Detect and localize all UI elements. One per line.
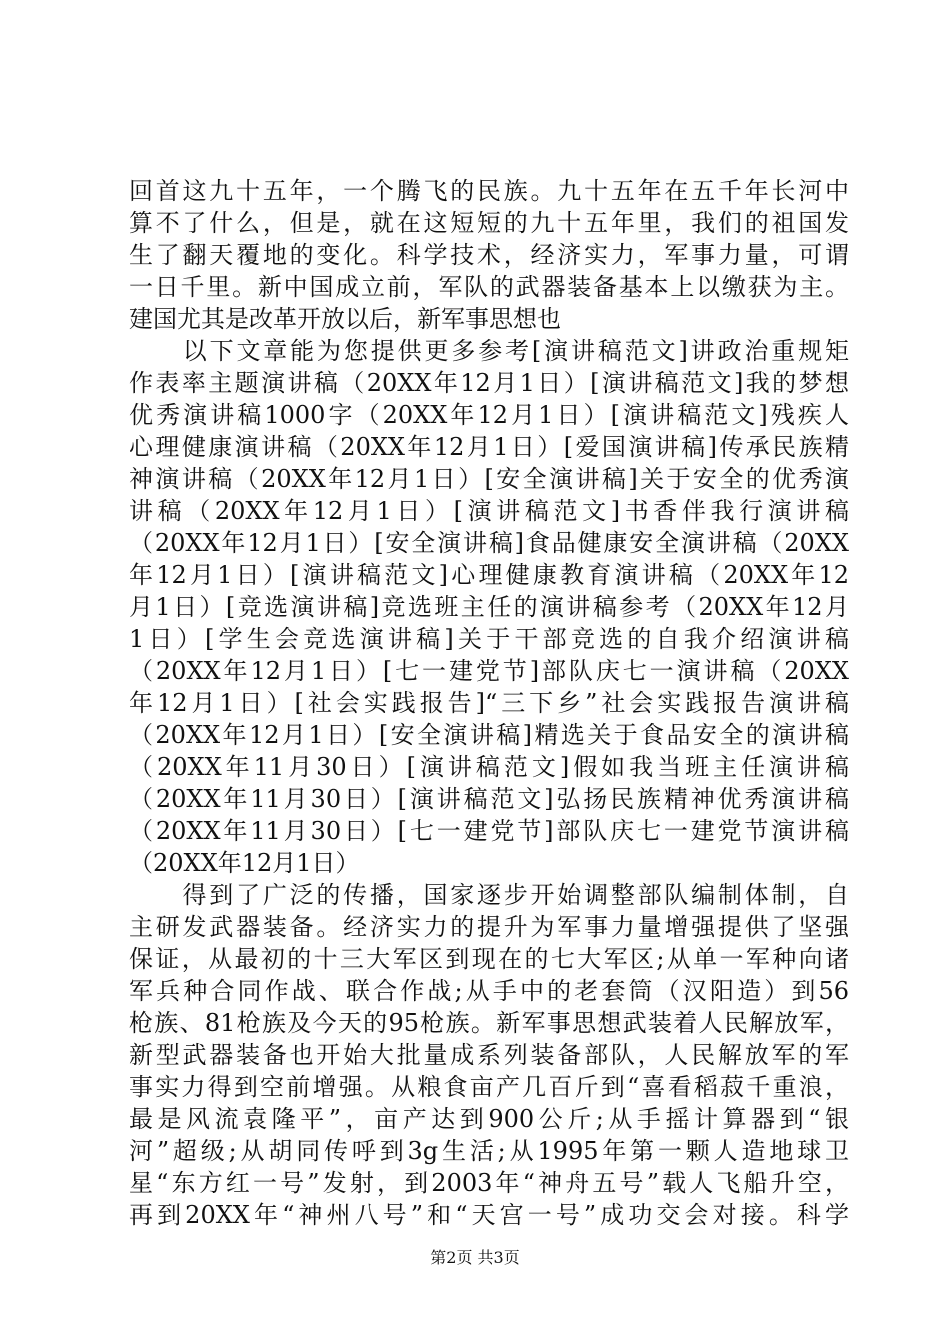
page-number-footer: 第2页 共3页	[430, 1248, 520, 1267]
text-line: 保证，从最初的十三大军区到现在的七大军区;从单一军种向诸	[129, 945, 849, 973]
text-line: 心理健康演讲稿（20XX年12月1日）[爱国演讲稿]传承民族精	[129, 433, 849, 461]
text-line: 一日千里。新中国成立前，军队的武器装备基本上以缴获为主。	[129, 273, 849, 301]
text-line: 生了翻天覆地的变化。科学技术，经济实力，军事力量，可谓	[129, 241, 849, 269]
text-line: 再到20XX年“神州八号”和“天宫一号”成功交会对接。科学	[129, 1201, 849, 1229]
text-line: 回首这九十五年，一个腾飞的民族。九十五年在五千年长河中	[129, 177, 849, 205]
text-line: （20XX年12月1日）	[129, 849, 360, 877]
text-line: 优秀演讲稿1000字（20XX年12月1日）[演讲稿范文]残疾人	[129, 401, 849, 429]
text-line: 月1日）[竞选演讲稿]竞选班主任的演讲稿参考（20XX年12月	[129, 593, 849, 621]
text-line: 星“东方红一号”发射，到2003年“神舟五号”载人飞船升空，	[129, 1169, 849, 1197]
text-line: （20XX年12月1日）[安全演讲稿]精选关于食品安全的演讲稿	[129, 721, 849, 749]
text-line: 年12月1日）[社会实践报告]“三下乡”社会实践报告演讲稿	[129, 689, 849, 717]
text-line: 最是风流袁隆平”，亩产达到900公斤;从手摇计算器到“银	[129, 1105, 849, 1133]
text-line: （20XX年12月1日）[七一建党节]部队庆七一演讲稿（20XX	[129, 657, 849, 685]
text-line: 作表率主题演讲稿（20XX年12月1日）[演讲稿范文]我的梦想	[129, 369, 849, 397]
text-line: 事实力得到空前增强。从粮食亩产几百斤到“喜看稻菽千重浪，	[129, 1073, 849, 1101]
text-line: 河”超级;从胡同传呼到3g生活;从1995年第一颗人造地球卫	[129, 1137, 849, 1165]
text-line: 枪族、81枪族及今天的95枪族。新军事思想武装着人民解放军，	[129, 1009, 849, 1037]
text-line: 神演讲稿（20XX年12月1日）[安全演讲稿]关于安全的优秀演	[129, 465, 849, 493]
text-line: （20XX年12月1日）[安全演讲稿]食品健康安全演讲稿（20XX	[129, 529, 849, 557]
text-line: 讲稿（20XX年12月1日）[演讲稿范文]书香伴我行演讲稿	[129, 497, 849, 525]
text-line: 年12月1日）[演讲稿范文]心理健康教育演讲稿（20XX年12	[129, 561, 849, 589]
text-line: 得到了广泛的传播，国家逐步开始调整部队编制体制，自	[129, 881, 849, 909]
body-text	[129, 175, 849, 1231]
text-line: 算不了什么，但是，就在这短短的九十五年里，我们的祖国发	[129, 209, 849, 237]
text-line: 1日）[学生会竞选演讲稿]关于干部竞选的自我介绍演讲稿	[129, 625, 849, 653]
text-line: 以下文章能为您提供更多参考[演讲稿范文]讲政治重规矩	[129, 337, 849, 365]
text-line: （20XX年11月30日）[七一建党节]部队庆七一建党节演讲稿	[129, 817, 849, 845]
text-line: 军兵种合同作战、联合作战;从手中的老套筒（汉阳造）到56	[129, 977, 849, 1005]
text-line: （20XX年11月30日）[演讲稿范文]假如我当班主任演讲稿	[129, 753, 849, 781]
text-line: 主研发武器装备。经济实力的提升为军事力量增强提供了坚强	[129, 913, 849, 941]
text-line: 建国尤其是改革开放以后，新军事思想也	[129, 305, 561, 333]
text-line: 新型武器装备也开始大批量成系列装备部队，人民解放军的军	[129, 1041, 849, 1069]
text-line: （20XX年11月30日）[演讲稿范文]弘扬民族精神优秀演讲稿	[129, 785, 849, 813]
